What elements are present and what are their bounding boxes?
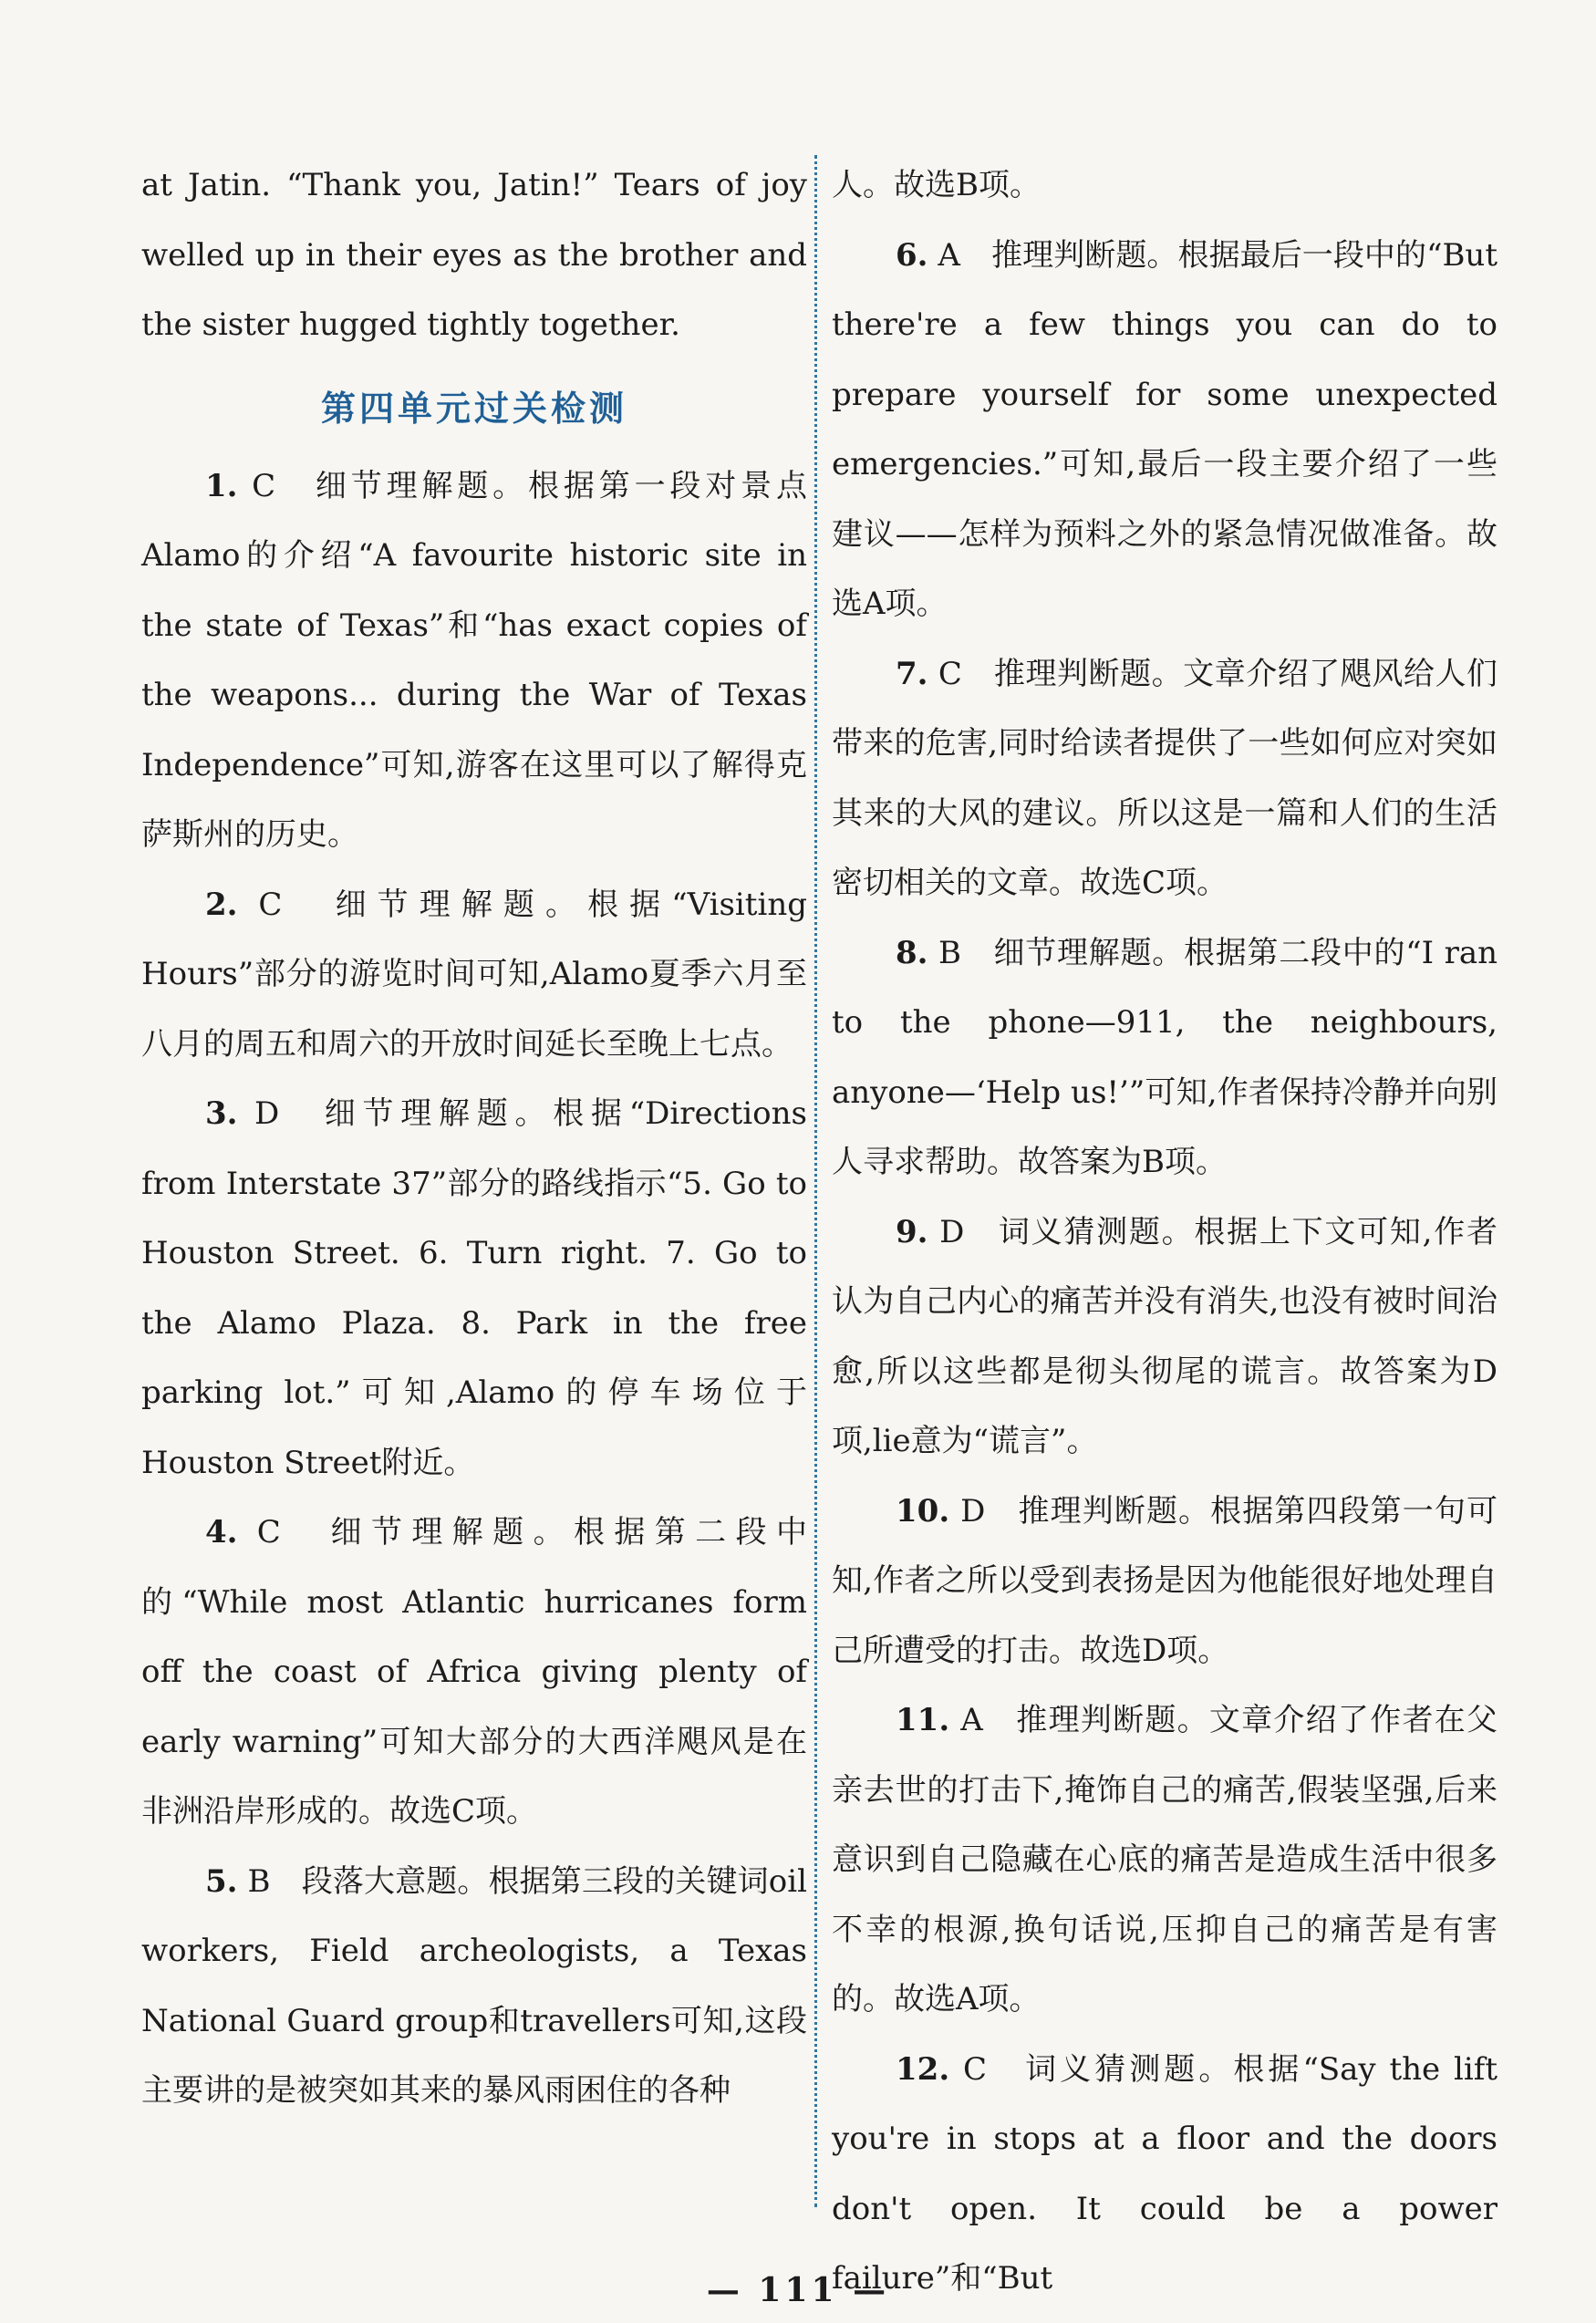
- answer-number: 6.: [896, 236, 928, 274]
- answer-text: C 细节理解题。根据第一段对景点Alamo的介绍“A favourite historic site in the state of Texas”和“has exact copies of the weapons... during the War of Texas Independence”可知,游客在这里可以了解得克萨斯州的历史。: [141, 467, 807, 853]
- answer-number: 10.: [896, 1492, 950, 1530]
- answer-item: [832, 639, 1498, 918]
- section-title: 第四单元过关检测: [320, 387, 627, 429]
- answer-item: [832, 1198, 1498, 1477]
- answer-item: [141, 1847, 807, 2126]
- answer-number: 11.: [896, 1702, 950, 1738]
- answer-text: C 词义猜测题。根据“Say the lift you're in stops at a floor and the doors don't open. It could be a power failure”和“But: [832, 2050, 1498, 2297]
- answer-text: C 细节理解题。根据第二段中的“While most Atlantic hurricanes form off the coast of Africa giving plenty of early warning”可知大部分的大西洋飓风是在非洲沿岸形成的。故选C项。: [141, 1514, 807, 1830]
- answer-item: [141, 870, 807, 1080]
- answer-item: [832, 221, 1498, 639]
- answer-item: [141, 451, 807, 870]
- answer-text: B 段落大意题。根据第三段的关键词oil workers, Field archeologists, a Texas National Guard group和travellers可知,这段主要讲的是被突如其来的暴风雨困住的各种: [141, 1862, 807, 2109]
- answer-item: [141, 1079, 807, 1498]
- answer-text: D 推理判断题。根据第四段第一句可知,作者之所以受到表扬是因为他能很好地处理自己所遭受的打击。故选D项。: [832, 1492, 1498, 1669]
- intro-text: at Jatin. “Thank you, Jatin!” Tears of joy welled up in their eyes as the brother and the sister hugged tightly together.: [141, 167, 807, 343]
- answer-number: 1.: [205, 467, 238, 504]
- left-column: [141, 150, 807, 2126]
- answer-number: 2.: [205, 886, 238, 923]
- continuation-text: 人。故选B项。: [832, 167, 1041, 203]
- column-divider: [814, 155, 817, 2207]
- answer-text: B 细节理解题。根据第二段中的“I ran to the phone—911, the neighbours, anyone—‘Help us!’”可知,作者保持冷静并向别人寻求帮助。故答案为B项。: [832, 934, 1498, 1180]
- answer-number: 7.: [896, 655, 928, 692]
- page-number: — 111 —: [706, 2271, 890, 2309]
- answer-item: [832, 1685, 1498, 2035]
- answer-number: 9.: [896, 1213, 928, 1250]
- answer-text: C 推理判断题。文章介绍了飓风给人们带来的危害,同时给读者提供了一些如何应对突如其来的大风的建议。所以这是一篇和人们的生活密切相关的文章。故选C项。: [832, 655, 1498, 901]
- answer-number: 3.: [205, 1095, 238, 1132]
- answer-text: C 细节理解题。根据“Visiting Hours”部分的游览时间可知,Alamo夏季六月至八月的周五和周六的开放时间延长至晚上七点。: [141, 886, 807, 1063]
- answer-text: A 推理判断题。文章介绍了作者在父亲去世的打击下,掩饰自己的痛苦,假装坚强,后来意识到自己隐藏在心底的痛苦是造成生活中很多不幸的根源,换句话说,压抑自己的痛苦是有害的。故选A项。: [832, 1702, 1498, 2017]
- answer-number: 12.: [896, 2050, 950, 2088]
- answer-number: 8.: [896, 934, 928, 971]
- answer-text: D 细节理解题。根据“Directions from Interstate 37”部分的路线指示“5. Go to Houston Street. 6. Turn right. 7. Go to the Alamo Plaza. 8. Park in the free parking lot.”可知,Alamo的停车场位于Houston Street附近。: [141, 1095, 807, 1481]
- answer-number: 5.: [205, 1862, 238, 1900]
- answer-item: [832, 1477, 1498, 1686]
- answer-number: 4.: [205, 1514, 238, 1550]
- answer-text: D 词义猜测题。根据上下文可知,作者认为自己内心的痛苦并没有消失,也没有被时间治愈,所以这些都是彻头彻尾的谎言。故答案为D项,lie意为“谎言”。: [832, 1213, 1498, 1459]
- right-column: [832, 150, 1498, 2314]
- answer-text: A 推理判断题。根据最后一段中的“But there're a few things you can do to prepare yourself for some unexpected emergencies.”可知,最后一段主要介绍了一些建议——怎样为预料之外的紧急情况做准备。故选A项。: [832, 236, 1498, 622]
- answer-item: [141, 1498, 807, 1847]
- answer-item: [832, 918, 1498, 1198]
